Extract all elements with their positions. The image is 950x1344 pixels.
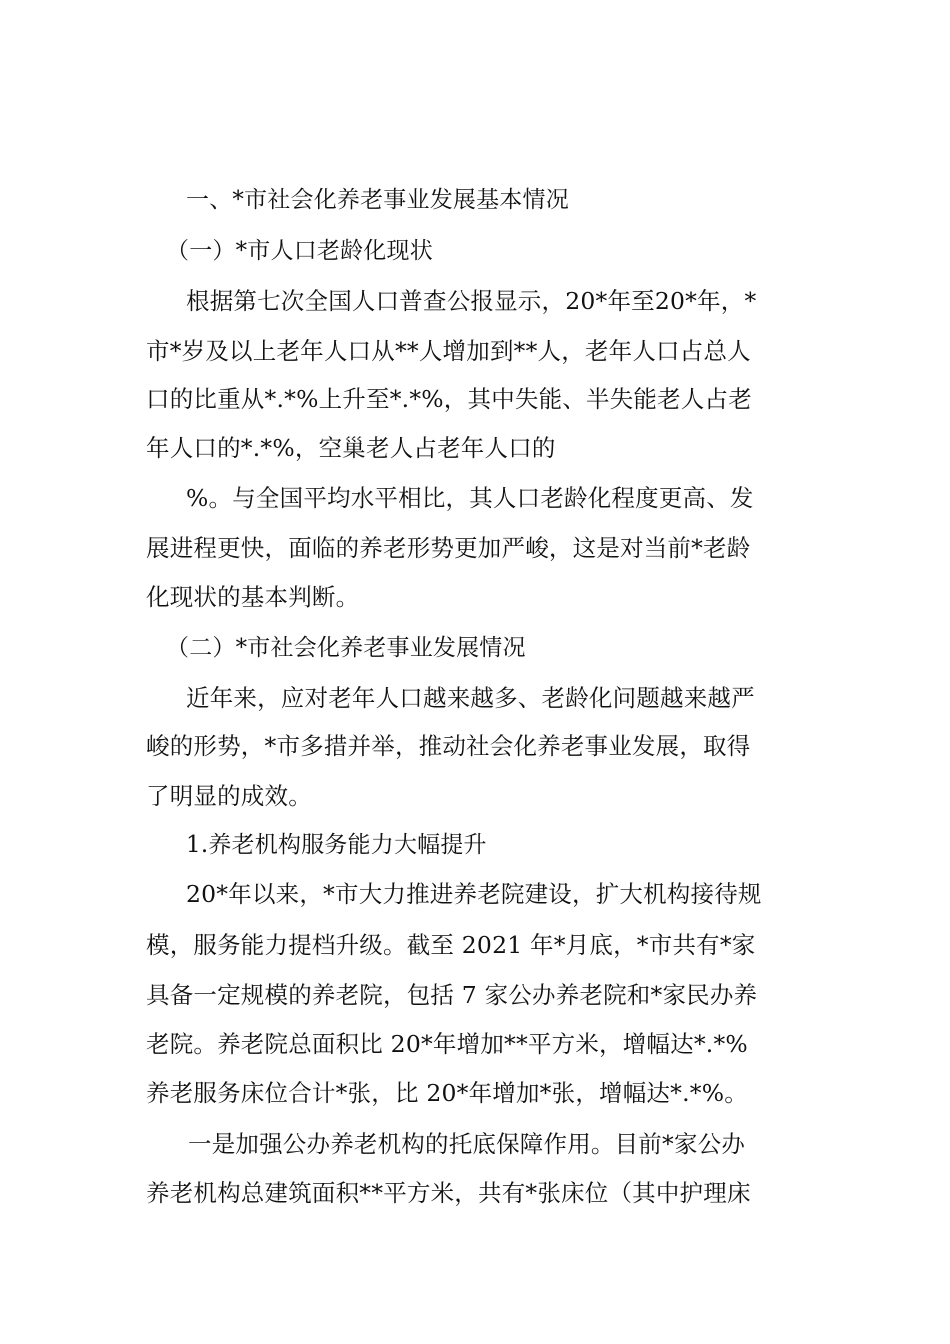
paragraph-3-line-3: 了明显的成效。 (146, 782, 312, 810)
paragraph-3-line-2: 峻的形势，*市多措并举，推动社会化养老事业发展，取得 (146, 732, 751, 760)
subsection-heading-3: 1.养老机构服务能力大幅提升 (186, 832, 487, 858)
section-heading: 一、*市社会化养老事业发展基本情况 (186, 187, 569, 213)
subsection-heading-1: （一）*市人口老龄化现状 (166, 238, 433, 264)
paragraph-2-line-3: 化现状的基本判断。 (146, 583, 360, 611)
paragraph-4-line-5: 养老服务床位合计*张，比 20*年增加*张，增幅达*.*%。 (146, 1079, 748, 1107)
paragraph-3-line-1: 近年来，应对老年人口越来越多、老龄化问题越来越严 (186, 684, 755, 712)
paragraph-4-line-4: 老院。养老院总面积比 20*年增加**平方米，增幅达*.*% (146, 1030, 748, 1058)
paragraph-4-line-3: 具备一定规模的养老院，包括 7 家公办养老院和*家民办养 (146, 981, 758, 1009)
paragraph-2-line-2: 展进程更快，面临的养老形势更加严峻，这是对当前*老龄 (146, 534, 751, 562)
paragraph-1-line-2: 市*岁及以上老年人口从**人增加到**人，老年人口占总人 (146, 337, 751, 365)
paragraph-5-line-2: 养老机构总建筑面积**平方米，共有*张床位（其中护理床 (146, 1179, 751, 1207)
paragraph-1-line-3: 口的比重从*.*%上升至*.*%，其中失能、半失能老人占老 (146, 385, 752, 413)
subsection-heading-2: （二）*市社会化养老事业发展情况 (166, 635, 526, 661)
paragraph-1-line-1: 根据第七次全国人口普查公报显示，20*年至20*年，* (186, 287, 757, 315)
paragraph-2-line-1: %。与全国平均水平相比，其人口老龄化程度更高、发 (186, 484, 754, 512)
paragraph-1-line-4: 年人口的*.*%，空巢老人占老年人口的 (146, 434, 556, 462)
paragraph-5-line-1: 一是加强公办养老机构的托底保障作用。目前*家公办 (188, 1130, 746, 1158)
paragraph-4-line-2: 模，服务能力提档升级。截至 2021 年*月底，*市共有*家 (146, 931, 756, 959)
paragraph-4-line-1: 20*年以来，*市大力推进养老院建设，扩大机构接待规 (186, 880, 762, 908)
